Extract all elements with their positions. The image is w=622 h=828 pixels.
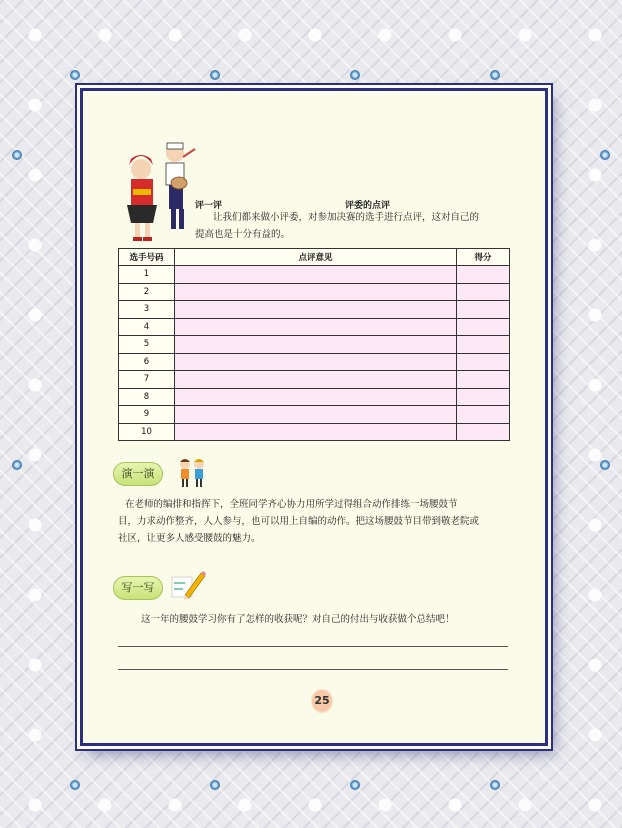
evaluate-paragraph-line1: 让我们都来做小评委，对参加决赛的选手进行点评，这对自己的 <box>213 212 480 223</box>
background-ornament <box>12 150 22 160</box>
perform-line2: 目，力求动作整齐，人人参与，也可以用上自编的动作。把这场腰鼓节目带到敬老院或 <box>118 516 480 527</box>
comment-cell[interactable] <box>175 318 457 336</box>
comment-cell[interactable] <box>175 336 457 354</box>
score-cell[interactable] <box>457 371 510 389</box>
score-cell[interactable] <box>457 406 510 424</box>
comment-cell[interactable] <box>175 423 457 441</box>
header-score: 得分 <box>457 249 510 266</box>
contestant-number: 8 <box>119 388 175 406</box>
score-cell[interactable] <box>457 423 510 441</box>
table-row <box>119 318 510 336</box>
table-row <box>119 336 510 354</box>
score-cell[interactable] <box>457 283 510 301</box>
evaluation-table <box>118 248 510 441</box>
score-cell[interactable] <box>457 336 510 354</box>
score-cell[interactable] <box>457 318 510 336</box>
background-ornament <box>210 780 220 790</box>
header-contestant-number: 选手号码 <box>119 249 175 266</box>
table-row <box>119 371 510 389</box>
table-row <box>119 423 510 441</box>
comment-cell[interactable] <box>175 388 457 406</box>
table-row <box>119 406 510 424</box>
comment-cell[interactable] <box>175 406 457 424</box>
write-prompt: 这一年的腰鼓学习你有了怎样的收获呢？对自己的付出与收获做个总结吧！ <box>141 614 455 625</box>
table-row <box>119 388 510 406</box>
table-row <box>119 301 510 319</box>
background-ornament <box>12 460 22 470</box>
perform-tag: 演一演 <box>113 462 163 486</box>
contestant-number: 1 <box>119 266 175 284</box>
write-tag: 写一写 <box>113 576 163 600</box>
score-cell[interactable] <box>457 301 510 319</box>
comment-cell[interactable] <box>175 301 457 319</box>
contestant-number: 2 <box>119 283 175 301</box>
background-ornament <box>350 780 360 790</box>
writing-line[interactable] <box>118 646 508 647</box>
contestant-number: 10 <box>119 423 175 441</box>
table-row <box>119 283 510 301</box>
background-ornament <box>70 780 80 790</box>
evaluate-tag: 评一评 <box>195 201 223 211</box>
page-number: 25 <box>311 689 333 713</box>
header-comments: 点评意见 <box>175 249 457 266</box>
evaluate-paragraph-line2: 提高也是十分有益的。 <box>195 229 291 240</box>
perform-line1: 在老师的编排和指挥下，全班同学齐心协力用所学过得组合动作排练一场腰鼓节 <box>125 499 458 510</box>
dancers-illustration <box>113 139 201 247</box>
table-row <box>119 266 510 284</box>
background-ornament <box>210 70 220 80</box>
background-ornament <box>70 70 80 80</box>
contestant-number: 9 <box>119 406 175 424</box>
background-ornament <box>600 460 610 470</box>
pencil-notebook-icon <box>171 569 207 601</box>
contestant-number: 5 <box>119 336 175 354</box>
table-row <box>119 353 510 371</box>
background-ornament <box>490 780 500 790</box>
score-cell[interactable] <box>457 388 510 406</box>
comment-cell[interactable] <box>175 266 457 284</box>
background-ornament <box>350 70 360 80</box>
score-cell[interactable] <box>457 266 510 284</box>
writing-line[interactable] <box>118 669 508 670</box>
background-ornament <box>490 70 500 80</box>
contestant-number: 3 <box>119 301 175 319</box>
comment-cell[interactable] <box>175 283 457 301</box>
textbook-page <box>80 88 548 746</box>
contestant-number: 6 <box>119 353 175 371</box>
background-ornament <box>600 150 610 160</box>
score-cell[interactable] <box>457 353 510 371</box>
comment-cell[interactable] <box>175 353 457 371</box>
children-icon <box>175 457 209 489</box>
contestant-number: 7 <box>119 371 175 389</box>
comment-cell[interactable] <box>175 371 457 389</box>
table-header-row <box>119 249 510 266</box>
perform-line3: 社区，让更多人感受腰鼓的魅力。 <box>118 533 261 544</box>
evaluate-title: 评委的点评 <box>345 201 391 211</box>
contestant-number: 4 <box>119 318 175 336</box>
